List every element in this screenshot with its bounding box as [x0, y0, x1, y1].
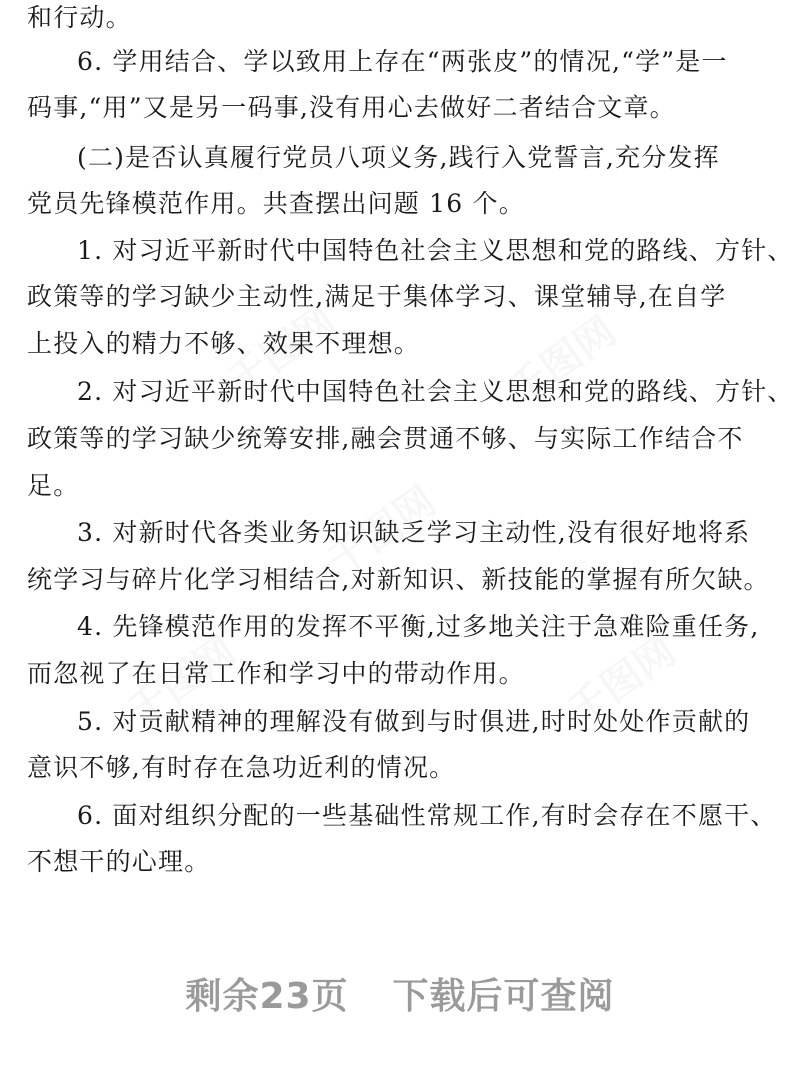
text-line: 意识不够,有时存在急功近利的情况。 [27, 753, 456, 782]
text-line: 上投入的精力不够、效果不理想。 [27, 329, 421, 358]
section-heading-line: 党员先锋模范作用。共查摆出问题 16 个。 [27, 189, 525, 218]
text-line: 足。 [27, 471, 80, 500]
text-line: 而忽视了在日常工作和学习中的带动作用。 [27, 659, 525, 688]
text-line: 政策等的学习缺少统筹安排,融会贯通不够、与实际工作结合不 [27, 424, 744, 453]
section-heading-line: (二)是否认真履行党员八项义务,践行入党誓言,充分发挥 [77, 143, 720, 172]
text-line: 码事,“用”又是另一码事,没有用心去做好二者结合文章。 [27, 93, 676, 122]
text-line: 不想干的心理。 [27, 847, 211, 876]
download-to-view-link[interactable]: 下载后可查阅 [392, 976, 615, 1017]
text-line: 1. 对习近平新时代中国特色社会主义思想和党的路线、方针、 [77, 236, 794, 265]
text-line: 统学习与碎片化学习相结合,对新知识、新技能的掌握有所欠缺。 [27, 565, 770, 594]
text-line: 4. 先锋模范作用的发挥不平衡,过多地关注于急难险重任务, [77, 612, 760, 641]
text-line: 2. 对习近平新时代中国特色社会主义思想和党的路线、方针、 [77, 377, 794, 406]
text-line: 5. 对贡献精神的理解没有做到与时俱进,时时处处作贡献的 [77, 707, 751, 736]
text-line: 3. 对新时代各类业务知识缺乏学习主动性,没有很好地将系 [77, 518, 751, 547]
remaining-pages-label: 剩余23页 [185, 976, 349, 1017]
text-line: 6. 学用结合、学以致用上存在“两张皮”的情况,“学”是一 [77, 47, 728, 76]
text-line: 政策等的学习缺少主动性,满足于集体学习、课堂辅导,在自学 [27, 282, 727, 311]
text-line: 6. 面对组织分配的一些基础性常规工作,有时会存在不愿干、 [77, 801, 777, 830]
text-line: 和行动。 [27, 3, 132, 32]
download-prompt[interactable] [0, 968, 800, 1019]
